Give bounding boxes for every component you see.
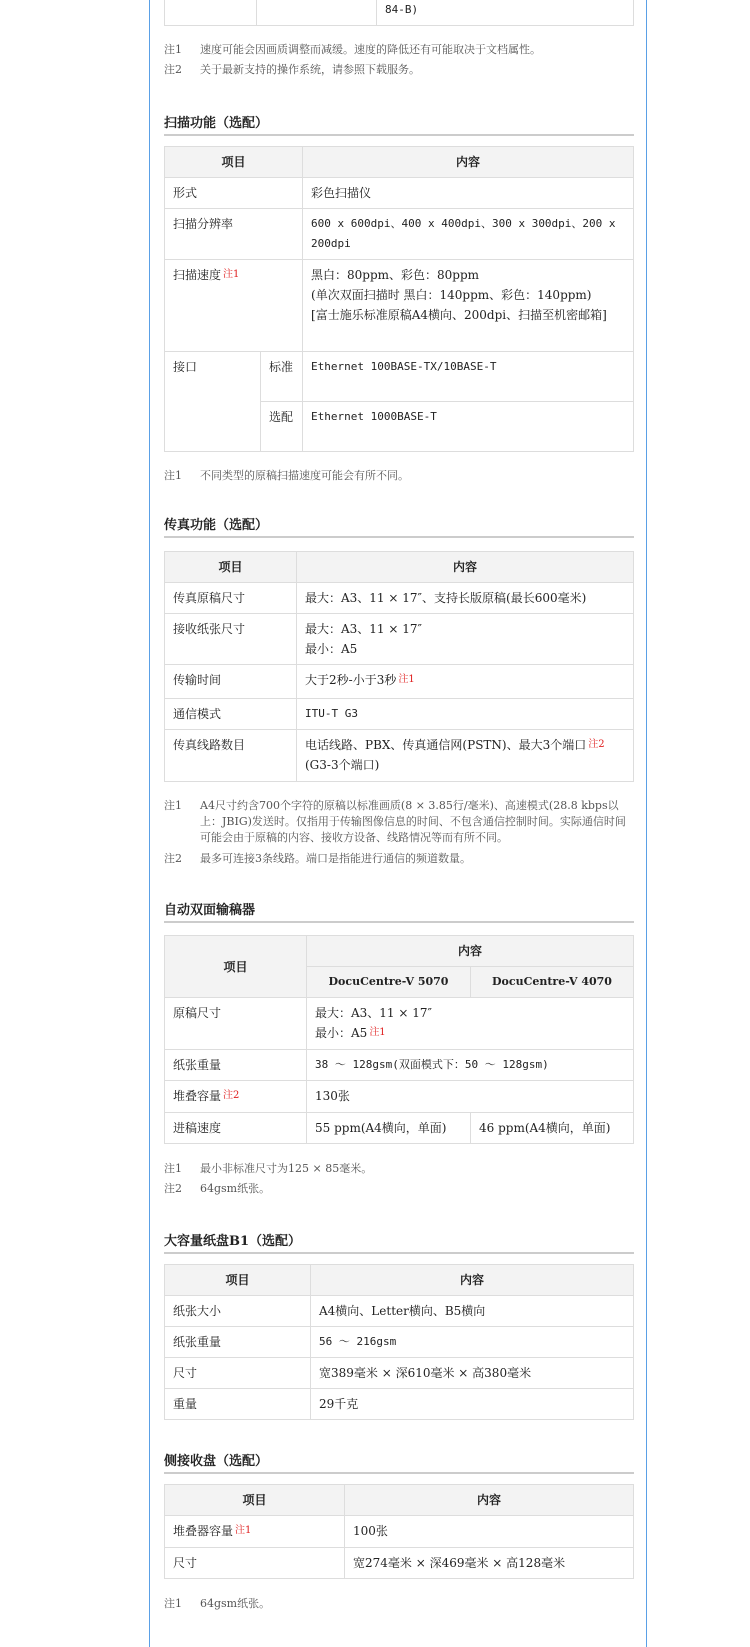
row-label: 传真线路数目: [165, 730, 297, 782]
previous-table-fragment: [164, 0, 634, 26]
side-tray-table: [164, 1484, 634, 1579]
row-label: 重量: [165, 1389, 311, 1420]
row-label: 尺寸: [165, 1548, 345, 1579]
row-value: 宽274毫米 × 深469毫米 × 高128毫米: [345, 1548, 634, 1579]
row-value: 最大：A3、11 × 17″ 最小：A5: [297, 614, 634, 665]
row-label: 纸张重量: [165, 1327, 311, 1358]
row-value: 29千克: [311, 1389, 634, 1420]
row-value: 彩色扫描仪: [303, 178, 634, 209]
row-label: 进稿速度: [165, 1113, 307, 1144]
adf-table: [164, 935, 634, 1144]
column-header-item: 项目: [165, 1265, 311, 1296]
footnote-marker: 注1: [235, 1525, 252, 1536]
note-item: 注1 速度可能会因画质调整而减缓。速度的降低还有可能取决于文档属性。: [164, 43, 541, 56]
row-value: 最大：A3、11 × 17″、支持长版原稿(最长600毫米): [297, 583, 634, 614]
row-value: Ethernet 1000BASE-T: [303, 402, 634, 452]
section-heading-fax: 传真功能（选配）: [164, 514, 634, 538]
row-label: 形式: [165, 178, 303, 209]
row-label: 传真原稿尺寸: [165, 583, 297, 614]
section-heading-adf: 自动双面输稿器: [164, 899, 634, 923]
note-item: 注1 A4尺寸约含700个字符的原稿以标准画质(8 × 3.85行/毫米)、高速模式(28.8 kbps以上：JBIG)发送时。仅指用于传输图像信息的时间、不包含通信控制时间。实际通信时间可能会由于原稿的内容、接收方设备、线路情况等而有所不同。: [164, 799, 626, 844]
sub-label: 选配: [261, 402, 303, 452]
section-heading-scan: 扫描功能（选配）: [164, 112, 634, 136]
footnote-marker: 注2: [588, 739, 605, 750]
note-item: 注1 64gsm纸张。: [164, 1597, 271, 1610]
row-value: 大于2秒-小于3秒 $^{注1}$: [297, 665, 634, 699]
row-label: 通信模式: [165, 699, 297, 730]
sub-label: 标准: [261, 352, 303, 402]
row-label: 扫描速度 $^{注1}$: [165, 260, 303, 352]
column-header-content: 内容: [303, 147, 634, 178]
model-header: DocuCentre-V 4070: [471, 967, 634, 998]
row-label: 接口: [165, 352, 261, 452]
hcf-table: [164, 1264, 634, 1420]
row-value: 最大：A3、11 × 17″ 最小：A5 $^{注1}$: [307, 998, 634, 1050]
row-label: 接收纸张尺寸: [165, 614, 297, 665]
row-value: 46 ppm(A4横向，单面): [471, 1113, 634, 1144]
row-label: 堆叠器容量 $^{注1}$: [165, 1516, 345, 1548]
row-label: 纸张重量: [165, 1050, 307, 1081]
row-label: 堆叠容量 $^{注2}$: [165, 1081, 307, 1113]
column-header-content: 内容: [297, 552, 634, 583]
note-item: 注2 最多可连接3条线路。端口是指能进行通信的频道数量。: [164, 852, 471, 865]
row-value: Ethernet 100BASE-TX/10BASE-T: [303, 352, 634, 402]
note-item: 注1 最小非标准尺寸为125 × 85毫米。: [164, 1162, 373, 1175]
model-header: DocuCentre-V 5070: [307, 967, 471, 998]
row-value: 55 ppm(A4横向，单面): [307, 1113, 471, 1144]
column-header-item: 项目: [165, 552, 297, 583]
row-value: 宽389毫米 × 深610毫米 × 高380毫米: [311, 1358, 634, 1389]
row-label: 原稿尺寸: [165, 998, 307, 1050]
note-item: 注2 64gsm纸张。: [164, 1182, 271, 1195]
footnote-marker: 注2: [223, 1090, 240, 1101]
row-value: 56 ～ 216gsm: [311, 1327, 634, 1358]
section-heading-side-tray: 侧接收盘（选配）: [164, 1450, 634, 1474]
column-header-content: 内容: [345, 1485, 634, 1516]
previous-table-cell: 84-B): [377, 0, 634, 26]
fax-table: [164, 551, 634, 782]
scan-table: [164, 146, 634, 452]
row-value: 电话线路、PBX、传真通信网(PSTN)、最大3个端口 $^{注2}$ (G3-3个端口): [297, 730, 634, 782]
footnote-marker: 注1: [369, 1027, 386, 1038]
row-label: 扫描分辨率: [165, 209, 303, 260]
footnote-marker: 注1: [223, 269, 240, 280]
row-value: ITU-T G3: [297, 699, 634, 730]
note-item: 注2 关于最新支持的操作系统，请参照下载服务。: [164, 63, 420, 76]
section-heading-hcf: 大容量纸盘B1（选配）: [164, 1230, 634, 1254]
row-value: 600 x 600dpi、400 x 400dpi、300 x 300dpi、200 x 200dpi: [303, 209, 634, 260]
row-value: 100张: [345, 1516, 634, 1548]
column-header-item: 项目: [165, 1485, 345, 1516]
row-label: 尺寸: [165, 1358, 311, 1389]
note-item: 注1 不同类型的原稿扫描速度可能会有所不同。: [164, 469, 409, 482]
column-header-content: 内容: [307, 936, 634, 967]
row-value: 黑白：80ppm、彩色：80ppm (单次双面扫描时 黑白：140ppm、彩色：140ppm) [富士施乐标准原稿A4横向、200dpi、扫描至机密邮箱]: [303, 260, 634, 352]
column-header-item: 项目: [165, 147, 303, 178]
footnote-marker: 注1: [398, 674, 415, 685]
row-label: 传输时间: [165, 665, 297, 699]
row-label: 纸张大小: [165, 1296, 311, 1327]
column-header-item: 项目: [165, 936, 307, 998]
row-value: 130张: [307, 1081, 634, 1113]
row-value: A4横向、Letter横向、B5横向: [311, 1296, 634, 1327]
column-header-content: 内容: [311, 1265, 634, 1296]
row-value: 38 ～ 128gsm(双面模式下：50 ～ 128gsm): [307, 1050, 634, 1081]
